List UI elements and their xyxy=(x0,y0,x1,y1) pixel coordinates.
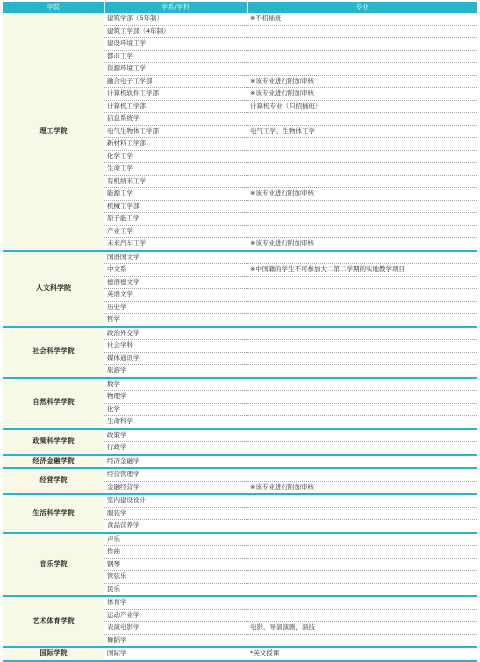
college-name: 音乐学院 xyxy=(3,533,104,597)
dept-name: 物理学 xyxy=(104,391,247,404)
dept-name: 舞蹈学 xyxy=(104,634,247,647)
major-note: 计算机专业（只招插班） xyxy=(247,100,477,113)
table-row xyxy=(3,13,477,25)
dept-name: 食品营养学 xyxy=(104,520,247,533)
dept-name: 机械工学部 xyxy=(104,200,247,213)
program-table xyxy=(3,2,477,662)
major-note xyxy=(247,468,477,481)
dept-name: 室内建设设计 xyxy=(104,494,247,507)
major-note xyxy=(247,583,477,596)
major-note: ※不招插班 xyxy=(247,13,477,25)
table-row xyxy=(3,251,477,264)
major-note xyxy=(247,251,477,264)
college-name: 经营学院 xyxy=(3,468,104,494)
major-note: 电影，导演演剧，演技 xyxy=(247,622,477,635)
dept-name: 数学 xyxy=(104,378,247,391)
major-note xyxy=(247,507,477,520)
dept-name: 生命工学 xyxy=(104,163,247,176)
dept-name: 建筑工学部（4年制） xyxy=(104,25,247,38)
dept-name: 经营管理学 xyxy=(104,468,247,481)
college-name: 生活科学学院 xyxy=(3,494,104,533)
major-note xyxy=(247,403,477,416)
header-major: 专业 xyxy=(247,2,477,13)
table-row xyxy=(3,468,477,481)
dept-name: 体育学 xyxy=(104,596,247,609)
dept-name: 都市工学 xyxy=(104,50,247,63)
major-note xyxy=(247,596,477,609)
dept-name: 中文系 xyxy=(104,264,247,277)
dept-name: 经济金融学 xyxy=(104,455,247,469)
major-note xyxy=(247,213,477,226)
major-note xyxy=(247,113,477,126)
dept-name: 哲学 xyxy=(104,314,247,327)
dept-name: 管弦乐 xyxy=(104,571,247,584)
major-note xyxy=(247,200,477,213)
major-note xyxy=(247,314,477,327)
dept-name: 政策学 xyxy=(104,429,247,442)
major-note xyxy=(247,276,477,289)
table-row xyxy=(3,429,477,442)
dept-name: 化学工学 xyxy=(104,150,247,163)
table-body xyxy=(3,13,477,661)
dept-name: 电气生物体工学部 xyxy=(104,125,247,138)
college-name: 社会科学学院 xyxy=(3,327,104,378)
major-note xyxy=(247,289,477,302)
major-note: ※该专业进行附加审核 xyxy=(247,88,477,101)
dept-name: 德语德文学 xyxy=(104,276,247,289)
major-note xyxy=(247,327,477,340)
table-row xyxy=(3,533,477,546)
dept-name: 行政学 xyxy=(104,442,247,455)
dept-name: 原子能工学 xyxy=(104,213,247,226)
major-note xyxy=(247,494,477,507)
major-note xyxy=(247,571,477,584)
table-row xyxy=(3,378,477,391)
dept-name: 计算机工学部 xyxy=(104,100,247,113)
table-row xyxy=(3,327,477,340)
table-row xyxy=(3,455,477,469)
major-note xyxy=(247,225,477,238)
dept-name: 信息系统学 xyxy=(104,113,247,126)
dept-name: 媒体通讯学 xyxy=(104,352,247,365)
dept-name: 建筑学部（5年制） xyxy=(104,13,247,25)
dept-name: 旅游学 xyxy=(104,365,247,378)
dept-name: 产业工学 xyxy=(104,225,247,238)
major-note xyxy=(247,558,477,571)
dept-name: 钢琴 xyxy=(104,558,247,571)
major-note xyxy=(247,455,477,469)
major-note xyxy=(247,175,477,188)
table-row xyxy=(3,494,477,507)
major-note xyxy=(247,391,477,404)
dept-name: 化学 xyxy=(104,403,247,416)
major-note xyxy=(247,50,477,63)
dept-name: 国际学 xyxy=(104,647,247,661)
major-note xyxy=(247,301,477,314)
major-note: *英文授课 xyxy=(247,647,477,661)
major-note xyxy=(247,340,477,353)
major-note xyxy=(247,352,477,365)
major-note xyxy=(247,138,477,151)
major-note xyxy=(247,634,477,647)
dept-name: 社会学科 xyxy=(104,340,247,353)
major-note xyxy=(247,378,477,391)
dept-name: 计算机软件工学部 xyxy=(104,88,247,101)
dept-name: 民乐 xyxy=(104,583,247,596)
major-note: ※该专业进行附加审核 xyxy=(247,75,477,88)
major-note: ※该专业进行附加审核 xyxy=(247,238,477,251)
major-note: ※中国籍的学生不可参加大二第二学期的实地教学项目 xyxy=(247,264,477,277)
dept-name: 能源工学 xyxy=(104,188,247,201)
major-note xyxy=(247,365,477,378)
major-note xyxy=(247,63,477,76)
college-name: 政策科学学院 xyxy=(3,429,104,455)
major-note xyxy=(247,163,477,176)
dept-name: 金融经营学 xyxy=(104,481,247,494)
college-name: 理工学院 xyxy=(3,13,104,251)
major-note: ※该专业进行附加审核 xyxy=(247,481,477,494)
table-row xyxy=(3,596,477,609)
table-header-row xyxy=(3,2,477,13)
major-note: ※该专业进行附加审核 xyxy=(247,188,477,201)
header-dept: 学系/学科 xyxy=(104,2,247,13)
college-name: 艺术体育学院 xyxy=(3,596,104,647)
dept-name: 新材料工学部 xyxy=(104,138,247,151)
program-table-container xyxy=(3,0,477,662)
dept-name: 作曲 xyxy=(104,546,247,559)
dept-name: 未来汽车工学 xyxy=(104,238,247,251)
college-name: 自然科学学院 xyxy=(3,378,104,429)
major-note: 电气工学，生物体工学 xyxy=(247,125,477,138)
major-note xyxy=(247,520,477,533)
dept-name: 生命科学 xyxy=(104,416,247,429)
dept-name: 历史学 xyxy=(104,301,247,314)
dept-name: 英语文学 xyxy=(104,289,247,302)
dept-name: 政治外交学 xyxy=(104,327,247,340)
table-row xyxy=(3,647,477,661)
dept-name: 建设环境工学 xyxy=(104,38,247,51)
dept-name: 表演电影学 xyxy=(104,622,247,635)
header-college: 学院 xyxy=(3,2,104,13)
dept-name: 服装学 xyxy=(104,507,247,520)
college-name: 人文科学院 xyxy=(3,251,104,327)
major-note xyxy=(247,25,477,38)
major-note xyxy=(247,533,477,546)
dept-name: 运动产业学 xyxy=(104,609,247,622)
dept-name: 声乐 xyxy=(104,533,247,546)
dept-name: 有机纳米工学 xyxy=(104,175,247,188)
major-note xyxy=(247,546,477,559)
major-note xyxy=(247,442,477,455)
dept-name: 国语国文学 xyxy=(104,251,247,264)
dept-name: 资源环境工学 xyxy=(104,63,247,76)
major-note xyxy=(247,416,477,429)
major-note xyxy=(247,609,477,622)
college-name: 经济金融学院 xyxy=(3,455,104,469)
major-note xyxy=(247,429,477,442)
dept-name: 融合电子工学部 xyxy=(104,75,247,88)
major-note xyxy=(247,38,477,51)
major-note xyxy=(247,150,477,163)
college-name: 国际学院 xyxy=(3,647,104,661)
